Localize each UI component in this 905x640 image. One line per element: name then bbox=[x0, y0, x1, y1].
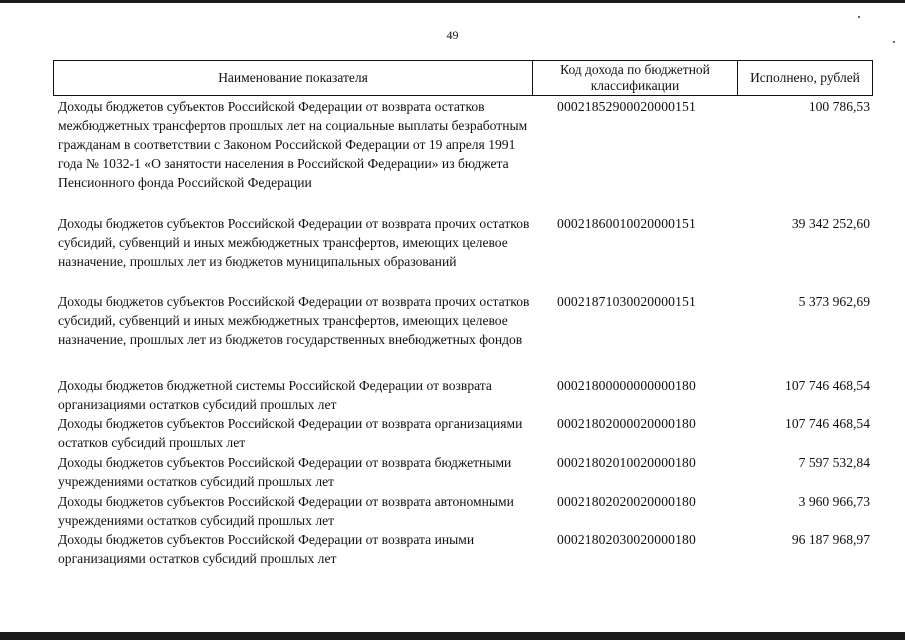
page-number: 49 bbox=[446, 28, 459, 42]
scan-speck bbox=[858, 16, 860, 18]
row-name: Доходы бюджетов субъектов Российской Федерации от возврата прочих остатков субсидий, субвенций и иных межбюджетных трансфертов, имеющих целевое назначение, прошлых лет из бюджетов муниципальных образований bbox=[58, 216, 530, 269]
row-code: 00021871030020000151 bbox=[557, 294, 696, 309]
row-code: 00021802020020000180 bbox=[557, 494, 696, 509]
row-code: 00021802000020000180 bbox=[557, 416, 696, 431]
row-name: Доходы бюджетов бюджетной системы Российской Федерации от возврата организациями остатков субсидий прошлых лет bbox=[58, 378, 492, 412]
row-amount: 3 960 966,73 bbox=[798, 494, 870, 509]
row-code: 00021852900020000151 bbox=[557, 99, 696, 114]
row-code: 00021800000000000180 bbox=[557, 378, 696, 393]
row-code: 00021802030020000180 bbox=[557, 532, 696, 547]
row-amount: 7 597 532,84 bbox=[798, 455, 870, 470]
row-amount: 5 373 962,69 bbox=[798, 294, 870, 309]
row-name: Доходы бюджетов субъектов Российской Федерации от возврата бюджетными учреждениями остатков субсидий прошлых лет bbox=[58, 455, 512, 489]
row-amount: 39 342 252,60 bbox=[791, 216, 870, 231]
row-name: Доходы бюджетов субъектов Российской Федерации от возврата иными организациями остатков субсидий прошлых лет bbox=[58, 532, 475, 566]
header-name: Наименование показателя bbox=[54, 61, 533, 95]
row-amount: 107 746 468,54 bbox=[785, 378, 870, 393]
row-amount: 96 187 968,97 bbox=[791, 532, 870, 547]
scan-top-border bbox=[0, 0, 905, 3]
header-amount: Исполнено, рублей bbox=[750, 70, 860, 85]
header-code: Код дохода по бюджетной классификации bbox=[533, 61, 738, 95]
row-name: Доходы бюджетов субъектов Российской Федерации от возврата организациями остатков субсидий прошлых лет bbox=[58, 416, 523, 450]
row-code: 00021860010020000151 bbox=[557, 216, 696, 231]
row-amount: 107 746 468,54 bbox=[785, 416, 870, 431]
row-name: Доходы бюджетов субъектов Российской Федерации от возврата остатков межбюджетных трансфертов прошлых лет на социальные выплаты безработным гражданам в соответствии с Законом Российской Федерации от 19 апреля 1991 года № 1032-1 «О занятости населения в Российской Федерации» из бюджета Пенсионного фонда Российской Федерации bbox=[58, 99, 528, 190]
row-name: Доходы бюджетов субъектов Российской Федерации от возврата прочих остатков субсидий, субвенций и иных межбюджетных трансфертов, имеющих целевое назначение, прошлых лет из бюджетов государственных внебюджетных фондов bbox=[58, 294, 530, 347]
scan-bottom-border bbox=[0, 632, 905, 640]
row-amount: 100 786,53 bbox=[808, 99, 870, 114]
row-code: 00021802010020000180 bbox=[557, 455, 696, 470]
table-header bbox=[53, 60, 873, 96]
row-name: Доходы бюджетов субъектов Российской Федерации от возврата автономными учреждениями остатков субсидий прошлых лет bbox=[58, 494, 514, 528]
